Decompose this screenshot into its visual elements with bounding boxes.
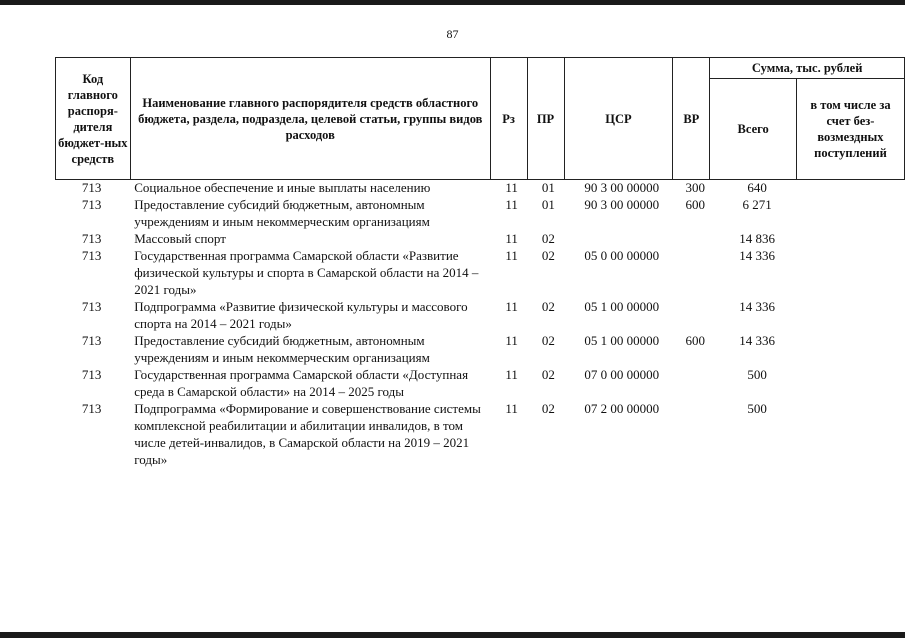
cell-name: Массовый спорт bbox=[134, 231, 226, 246]
cell-rz: 11 bbox=[505, 333, 518, 348]
cell-incl bbox=[800, 230, 905, 247]
table-row bbox=[55, 247, 905, 298]
cell-name: Подпрограмма «Формирование и совершенствование системы комплексной реабилитации и абилитации инвалидов, в том числе детей-инвалидов, в Самарской области на 2019 – 2021 годы» bbox=[134, 401, 481, 467]
cell-total: 14 336 bbox=[739, 299, 775, 314]
table-row bbox=[55, 196, 905, 230]
cell-rz: 11 bbox=[505, 231, 518, 246]
cell-incl bbox=[800, 298, 905, 332]
table-header bbox=[55, 57, 905, 180]
cell-incl bbox=[800, 366, 905, 400]
cell-rz: 11 bbox=[505, 367, 518, 382]
cell-csr: 07 2 00 00000 bbox=[584, 401, 660, 416]
cell-total: 640 bbox=[747, 180, 767, 195]
cell-name: Подпрограмма «Развитие физической культуры и массового спорта на 2014 – 2021 годы» bbox=[134, 299, 468, 331]
cell-incl bbox=[800, 400, 905, 468]
table-row bbox=[55, 230, 905, 247]
cell-pr: 02 bbox=[541, 367, 555, 382]
cell-vr bbox=[677, 230, 714, 247]
cell-code: 713 bbox=[81, 299, 102, 314]
cell-code: 713 bbox=[81, 231, 102, 246]
cell-csr: 90 3 00 00000 bbox=[584, 180, 660, 195]
table-row bbox=[55, 400, 905, 468]
cell-vr bbox=[677, 247, 714, 298]
cell-pr: 02 bbox=[541, 333, 555, 348]
cell-incl bbox=[800, 247, 905, 298]
cell-name: Государственная программа Самарской области «Доступная среда в Самарской области» на 2014 – 2025 годы bbox=[134, 367, 469, 399]
header-total: Всего bbox=[710, 79, 797, 180]
cell-csr: 90 3 00 00000 bbox=[584, 197, 660, 212]
cell-vr bbox=[677, 298, 714, 332]
table-row bbox=[55, 179, 905, 196]
cell-pr: 02 bbox=[541, 299, 555, 314]
header-name: Наименование главного распорядителя средств областного бюджета, раздела, подраздела, целевой статьи, группы видов расходов bbox=[130, 58, 490, 180]
cell-name: Предоставление субсидий бюджетным, автономным учреждениям и иным некоммерческим организациям bbox=[134, 197, 430, 229]
cell-vr: 600 bbox=[685, 333, 706, 348]
cell-pr: 02 bbox=[541, 248, 555, 263]
cell-rz: 11 bbox=[505, 401, 518, 416]
header-vr: ВР bbox=[673, 58, 710, 180]
cell-csr: 05 1 00 00000 bbox=[584, 333, 660, 348]
cell-vr bbox=[677, 400, 714, 468]
cell-incl bbox=[800, 179, 905, 196]
cell-pr: 02 bbox=[541, 231, 555, 246]
header-csr: ЦСР bbox=[564, 58, 673, 180]
table-row bbox=[55, 298, 905, 332]
cell-vr: 600 bbox=[685, 197, 706, 212]
top-border bbox=[0, 0, 905, 5]
cell-rz: 11 bbox=[505, 248, 518, 263]
cell-csr: 07 0 00 00000 bbox=[584, 367, 660, 382]
cell-rz: 11 bbox=[505, 299, 518, 314]
cell-name: Предоставление субсидий бюджетным, автономным учреждениям и иным некоммерческим организациям bbox=[134, 333, 430, 365]
cell-code: 713 bbox=[81, 401, 102, 416]
cell-csr: 05 1 00 00000 bbox=[584, 299, 660, 314]
cell-csr bbox=[567, 230, 677, 247]
table-row bbox=[55, 332, 905, 366]
cell-name: Социальное обеспечение и иные выплаты населению bbox=[134, 180, 431, 195]
header-rz: Рз bbox=[490, 58, 527, 180]
cell-total: 14 336 bbox=[739, 333, 775, 348]
cell-pr: 01 bbox=[541, 197, 555, 212]
table-row bbox=[55, 366, 905, 400]
cell-code: 713 bbox=[81, 180, 102, 195]
bottom-border bbox=[0, 632, 905, 638]
cell-pr: 01 bbox=[541, 180, 555, 195]
cell-code: 713 bbox=[81, 248, 102, 263]
cell-pr: 02 bbox=[541, 401, 555, 416]
cell-csr: 05 0 00 00000 bbox=[584, 248, 660, 263]
cell-code: 713 bbox=[81, 333, 102, 348]
header-code: Код главного распоря-дителя бюджет-ных средств bbox=[56, 58, 131, 180]
cell-code: 713 bbox=[81, 197, 102, 212]
cell-total: 14 336 bbox=[739, 248, 775, 263]
cell-total: 6 271 bbox=[742, 197, 772, 212]
cell-total: 500 bbox=[747, 367, 767, 382]
header-sum: Сумма, тыс. рублей bbox=[710, 58, 905, 79]
cell-name: Государственная программа Самарской области «Развитие физической культуры и спорта в Самарской области на 2014 – 2021 годы» bbox=[134, 248, 479, 297]
header-pr: ПР bbox=[527, 58, 564, 180]
cell-rz: 11 bbox=[505, 197, 518, 212]
cell-incl bbox=[800, 196, 905, 230]
cell-rz: 11 bbox=[505, 180, 518, 195]
cell-total: 14 836 bbox=[739, 231, 775, 246]
cell-vr: 300 bbox=[685, 180, 706, 195]
cell-code: 713 bbox=[81, 367, 102, 382]
header-incl: в том числе за счет без-возмездных поступлений bbox=[796, 79, 904, 180]
cell-total: 500 bbox=[747, 401, 767, 416]
page-number: 87 bbox=[446, 27, 459, 41]
cell-vr bbox=[677, 366, 714, 400]
cell-incl bbox=[800, 332, 905, 366]
table-body bbox=[55, 179, 905, 468]
